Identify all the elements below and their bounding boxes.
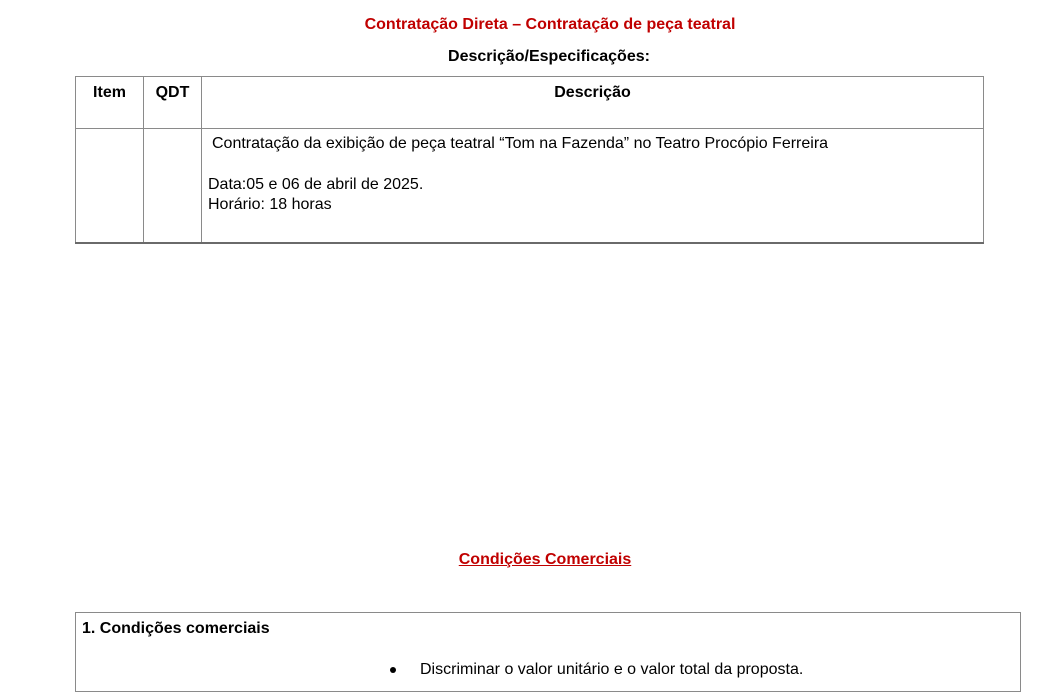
event-time: Horário: 18 horas xyxy=(208,196,332,213)
list-item xyxy=(390,661,803,679)
column-header-description: Descrição xyxy=(202,77,984,129)
description-text: Contratação da exibição de peça teatral “Tom na Fazenda” no Teatro Procópio Ferreira xyxy=(212,135,829,152)
cell-qdt xyxy=(144,129,202,244)
spacer xyxy=(208,154,977,175)
table-row xyxy=(76,129,984,244)
bullet-icon xyxy=(390,667,396,673)
column-header-qdt: QDT xyxy=(144,77,202,129)
commercial-conditions-box xyxy=(75,612,1021,692)
commercial-conditions-title: Condições Comerciais xyxy=(458,551,632,568)
column-header-item: Item xyxy=(76,77,144,129)
event-date: Data:05 e 06 de abril de 2025. xyxy=(208,176,424,193)
list-item-text: Discriminar o valor unitário e o valor total da proposta. xyxy=(420,661,804,678)
cell-description xyxy=(202,129,984,244)
document-title: Contratação Direta – Contratação de peça teatral xyxy=(364,16,736,33)
commercial-conditions-heading: 1. Condições comerciais xyxy=(82,620,270,637)
table-header-row xyxy=(76,77,984,129)
specifications-heading: Descrição/Especificações: xyxy=(448,48,650,65)
specifications-table xyxy=(75,76,984,244)
cell-item xyxy=(76,129,144,244)
